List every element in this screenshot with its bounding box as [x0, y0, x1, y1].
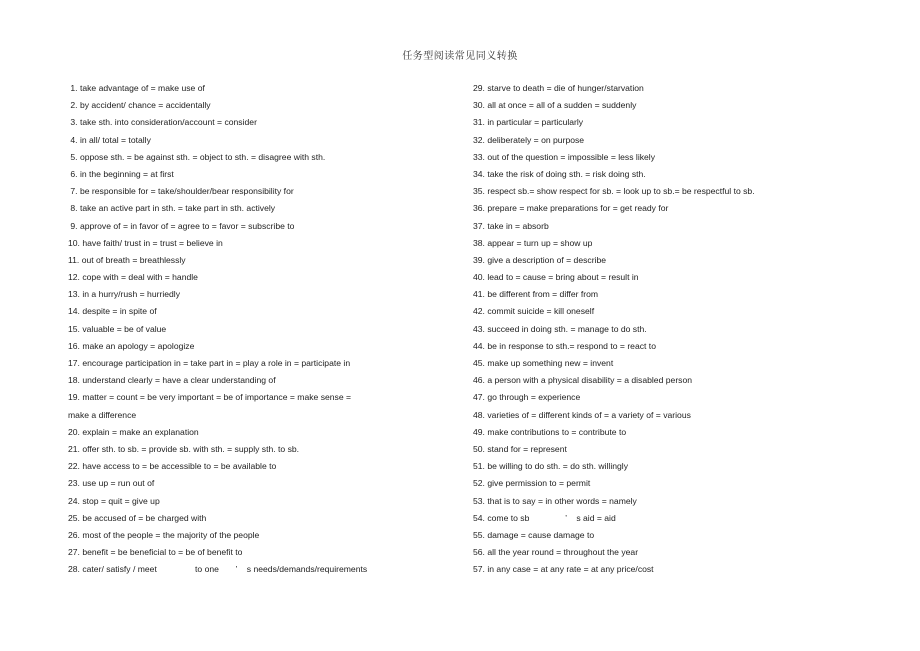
- synonym-entry: 37. take in = absorb: [473, 220, 549, 231]
- page-title: 任务型阅读常见同义转换: [402, 51, 518, 62]
- synonym-entry: make a difference: [68, 409, 137, 420]
- synonym-entry: 13. in a hurry/rush = hurriedly: [68, 289, 181, 300]
- synonym-entry: 24. stop = quit = give up: [68, 495, 160, 506]
- synonym-entry: 15. valuable = be of value: [68, 323, 167, 334]
- synonym-entry: 19. matter = count = be very important = be of importance = make sense =: [68, 392, 352, 403]
- synonym-entry: 51. be willing to do sth. = do sth. willingly: [473, 461, 629, 472]
- synonym-entry: 46. a person with a physical disability = a disabled person: [473, 375, 693, 386]
- synonym-entry: 11. out of breath = breathlessly: [68, 254, 186, 265]
- synonym-entry: 3. take sth. into consideration/account = consider: [68, 117, 257, 128]
- synonym-entry: 41. be different from = differ from: [473, 289, 599, 300]
- synonym-entry: 14. despite = in spite of: [68, 306, 157, 317]
- synonym-entry: 49. make contributions to = contribute to: [473, 426, 627, 437]
- synonym-entry: 16. make an apology = apologize: [68, 340, 195, 351]
- synonym-entry: 48. varieties of = different kinds of = a variety of = various: [473, 409, 691, 420]
- left-column: [68, 80, 458, 578]
- synonym-entry: 30. all at once = all of a sudden = suddenly: [473, 100, 637, 111]
- synonym-entry: 38. appear = turn up = show up: [473, 237, 593, 248]
- synonym-entry: 53. that is to say = in other words = namely: [473, 495, 637, 506]
- synonym-entry: 44. be in response to sth.= respond to = react to: [473, 340, 656, 351]
- synonym-entry: 31. in particular = particularly: [473, 117, 584, 128]
- synonym-entry: 2. by accident/ chance = accidentally: [68, 100, 211, 111]
- synonym-entry: 28. cater/ satisfy / meet to one ’ s needs/demands/requirements: [68, 564, 368, 575]
- synonym-entry: 20. explain = make an explanation: [68, 426, 199, 437]
- synonym-entry: 21. offer sth. to sb. = provide sb. with sth. = supply sth. to sb.: [68, 443, 300, 454]
- synonym-entry: 9. approve of = in favor of = agree to = favor = subscribe to: [68, 220, 295, 231]
- synonym-entry: 39. give a description of = describe: [473, 254, 607, 265]
- synonym-entry: 40. lead to = cause = bring about = result in: [473, 272, 639, 283]
- synonym-entry: 43. succeed in doing sth. = manage to do sth.: [473, 323, 647, 334]
- synonym-entry: 1. take advantage of = make use of: [68, 83, 205, 93]
- synonym-entry: 7. be responsible for = take/shoulder/bear responsibility for: [68, 186, 294, 197]
- synonym-entry: 32. deliberately = on purpose: [473, 134, 585, 145]
- synonym-entry: 34. take the risk of doing sth. = risk doing sth.: [473, 168, 646, 179]
- synonym-entry: 57. in any case = at any rate = at any price/cost: [473, 564, 654, 575]
- synonym-entry: 56. all the year round = throughout the year: [473, 547, 639, 558]
- synonym-entry: 26. most of the people = the majority of the people: [68, 529, 260, 540]
- synonym-entry: 35. respect sb.= show respect for sb. = look up to sb.= be respectful to sb.: [473, 186, 755, 197]
- synonym-entry: 25. be accused of = be charged with: [68, 512, 207, 523]
- synonym-entry: 55. damage = cause damage to: [473, 529, 595, 540]
- synonym-entry: 5. oppose sth. = be against sth. = object to sth. = disagree with sth.: [68, 151, 326, 162]
- synonym-entry: 22. have access to = be accessible to = be available to: [68, 461, 277, 472]
- right-column: [473, 80, 893, 578]
- synonym-entry: 17. encourage participation in = take part in = play a role in = participate in: [68, 358, 351, 368]
- synonym-entry: 12. cope with = deal with = handle: [68, 272, 198, 283]
- synonym-entry: 8. take an active part in sth. = take part in sth. actively: [68, 203, 276, 214]
- synonym-entry: 54. come to sb ’ s aid = aid: [473, 512, 616, 523]
- synonym-entry: 18. understand clearly = have a clear understanding of: [68, 375, 276, 386]
- synonym-entry: 42. commit suicide = kill oneself: [473, 306, 595, 317]
- synonym-entry: 4. in all/ total = totally: [68, 134, 151, 145]
- synonym-entry: 52. give permission to = permit: [473, 478, 591, 489]
- synonym-entry: 50. stand for = represent: [473, 443, 567, 454]
- synonym-entry: 33. out of the question = impossible = less likely: [473, 151, 656, 162]
- synonym-entry: 23. use up = run out of: [68, 478, 155, 489]
- synonym-entry: 27. benefit = be beneficial to = be of benefit to: [68, 547, 243, 558]
- synonym-entry: 6. in the beginning = at first: [68, 168, 174, 179]
- synonym-entry: 10. have faith/ trust in = trust = believe in: [68, 237, 223, 248]
- synonym-entry: 29. starve to death = die of hunger/starvation: [473, 83, 644, 93]
- synonym-entry: 45. make up something new = invent: [473, 358, 614, 368]
- synonym-entry: 36. prepare = make preparations for = get ready for: [473, 203, 669, 214]
- synonym-entry: 47. go through = experience: [473, 392, 581, 403]
